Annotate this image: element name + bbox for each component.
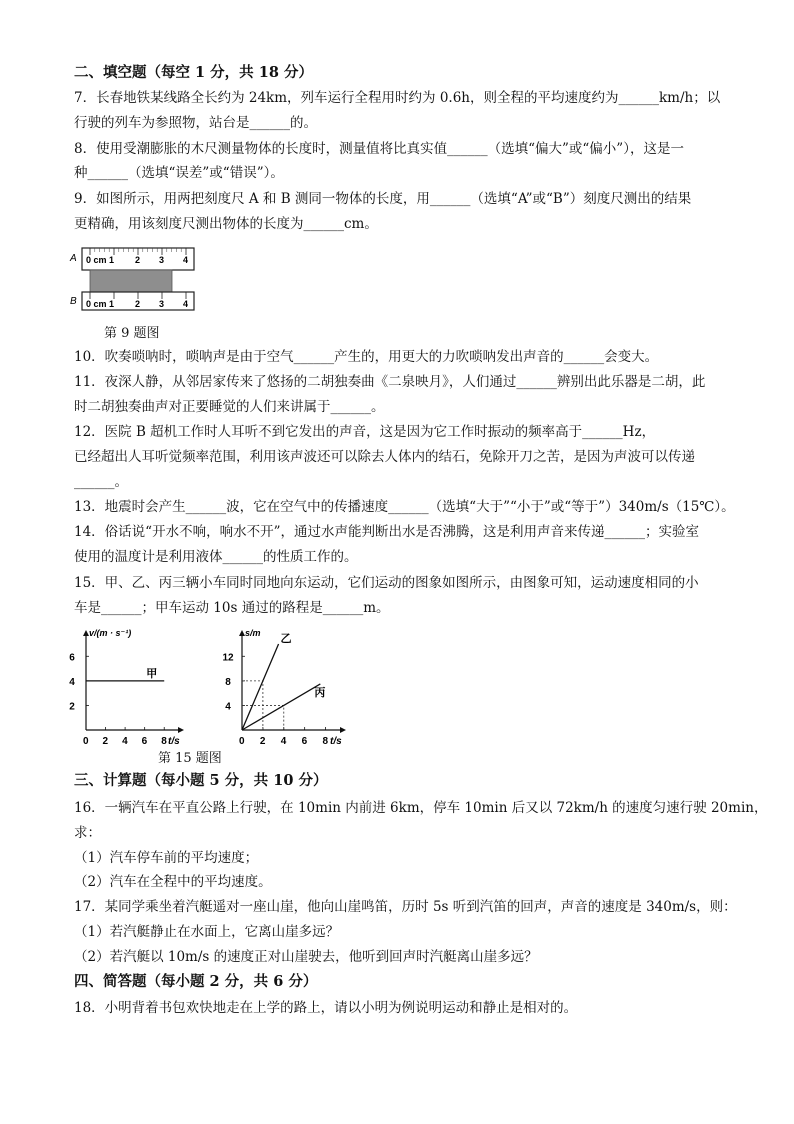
ruler-b-tick-2: 2 [135,299,141,309]
ruler-a-label: A [70,253,77,264]
ruler-b-tick-3: 3 [159,299,165,309]
ruler-a-tick-4: 4 [183,255,189,265]
q9-line1: 9．如图所示，用两把刻度尺 A 和 B 测同一物体的长度，用______（选填“A”或“B”）刻度尺测出的结果 [74,191,692,207]
st-series-label-1: 丙 [314,686,326,699]
vt-x-tick-2: 4 [122,736,128,744]
q16-line1: 16．一辆汽车在平直公路上行驶，在 10min 内前进 6km，停车 10min 后又以 72km/h 的速度匀速行驶 20min， [74,800,768,816]
q17-sub1: （1）若汽艇静止在水面上，它离山崖多远？ [74,924,340,940]
q7-line1: 7．长春地铁某线路全长约为 24km，列车运行全程用时约为 0.6h，则全程的平均速度约为______km/h；以 [74,90,721,106]
q14-line2: 使用的温度计是利用液体______的性质工作的。 [74,549,358,565]
st-x-tick-4: 8 [322,736,329,744]
st-x-arrow [340,727,346,733]
q14-line1: 14．俗话说“开水不响，响水不开”，通过水声能判断出水是否沸腾，这是利用声音来传递______；实验室 [74,524,699,540]
st-series-0 [242,644,279,730]
st-y-tick-0: 4 [225,701,231,713]
q8-line1: 8．使用受潮膨胀的木尺测量物体的长度时，测量值将比真实值______（选填“偏大”或“偏小”），这是一 [74,141,684,157]
ruler-b-tick-4: 4 [183,299,189,309]
st-x-tick-3: 6 [301,736,308,744]
q11-line2: 时二胡独奏曲声对正要睡觉的人们来讲属于______。 [74,399,385,415]
q13-line1: 13．地震时会产生______波，它在空气中的传播速度______（选填“大于”“小于”或“等于”）340m/s（15℃）。 [74,499,735,515]
q10-line1: 10．吹奏唢呐时，唢呐声是由于空气______产生的，用更大的力吹唢呐发出声音的______会变大。 [74,349,659,365]
st-series-1 [242,684,320,730]
vt-y-tick-1: 4 [69,676,75,688]
vt-x-tick-0: 0 [83,736,89,744]
vt-x-arrow [178,727,184,733]
st-y-tick-1: 8 [225,676,231,688]
q18-line1: 18．小明背着书包欢快地走在上学的路上，请以小明为例说明运动和静止是相对的。 [74,1000,578,1016]
st-y-label: s/m [245,628,261,638]
q12-line3: ______。 [74,474,128,490]
vt-x-label: t/s [168,736,180,744]
vt-x-tick-3: 6 [141,736,148,744]
st-series-label-0: 乙 [280,633,292,645]
vt-x-tick-4: 8 [161,736,167,744]
q17-line1: 17．某同学乘坐着汽艇遥对一座山崖，他向山崖鸣笛，历时 5s 听到汽笛的回声，声音的速度是 340m/s，则： [74,899,737,915]
q16-sub2: （2）汽车在全程中的平均速度。 [74,874,272,890]
section4-heading: 四、简答题（每小题 2 分，共 6 分） [74,973,318,990]
ruler-a-tick-3: 3 [159,255,165,265]
vt-y-tick-0: 2 [69,701,75,713]
vt-y-label: v/(m · s⁻¹) [89,628,132,638]
q12-line2: 已经超出人耳听觉频率范围，利用该声波还可以除去人体内的结石，免除开刀之苦，是因为声波可以传递 [74,449,695,465]
q11-line1: 11．夜深人静，从邻居家传来了悠扬的二胡独奏曲《二泉映月》，人们通过______辨别出此乐器是二胡，此 [74,374,706,390]
section2-heading: 二、填空题（每空 1 分，共 18 分） [74,64,313,81]
st-y-tick-2: 12 [222,652,234,664]
ruler-a-tick-2: 2 [135,255,141,265]
st-x-label: t/s [330,736,342,744]
q9-figure-caption: 第 9 题图 [104,326,160,341]
q7-line2: 行驶的列车为参照物，站台是______的。 [74,115,317,131]
st-x-tick-2: 4 [280,736,287,744]
q8-line2: 种______（选填“误差”或“错误”）。 [74,165,284,181]
vt-x-tick-1: 2 [102,736,109,744]
q15-st-graph [218,622,354,744]
q16-line2: 求： [74,825,101,841]
q15-figure-caption: 第 15 题图 [158,751,222,766]
ruler-b-tick-0: 0 cm 1 [86,299,115,309]
q12-line1: 12．医院 B 超机工作时人耳听不到它发出的声音，这是因为它工作时振动的频率高于______Hz， [74,424,656,440]
vt-series-label-0: 甲 [146,667,158,680]
st-x-tick-0: 0 [239,736,245,744]
q9-ruler-figure [68,244,208,316]
ruler-a-tick-0: 0 cm 1 [86,255,115,265]
ruler-b-label: B [70,296,77,307]
section3-heading: 三、计算题（每小题 5 分，共 10 分） [74,772,328,789]
q16-sub1: （1）汽车停车前的平均速度； [74,850,259,866]
q15-line2: 车是______；甲车运动 10s 通过的路程是______m。 [74,600,390,616]
measured-object [90,270,172,292]
q9-line2: 更精确，用该刻度尺测出物体的长度为______cm。 [74,216,378,232]
vt-y-tick-2: 6 [69,652,75,664]
st-x-tick-1: 2 [259,736,266,744]
q17-sub2: （2）若汽艇以 10m/s 的速度正对山崖驶去，他听到回声时汽艇离山崖多远？ [74,949,538,965]
q15-line1: 15．甲、乙、丙三辆小车同时同地向东运动，它们运动的图象如图所示，由图象可知，运动速度相同的小 [74,575,699,591]
q15-vt-graph [62,622,192,744]
